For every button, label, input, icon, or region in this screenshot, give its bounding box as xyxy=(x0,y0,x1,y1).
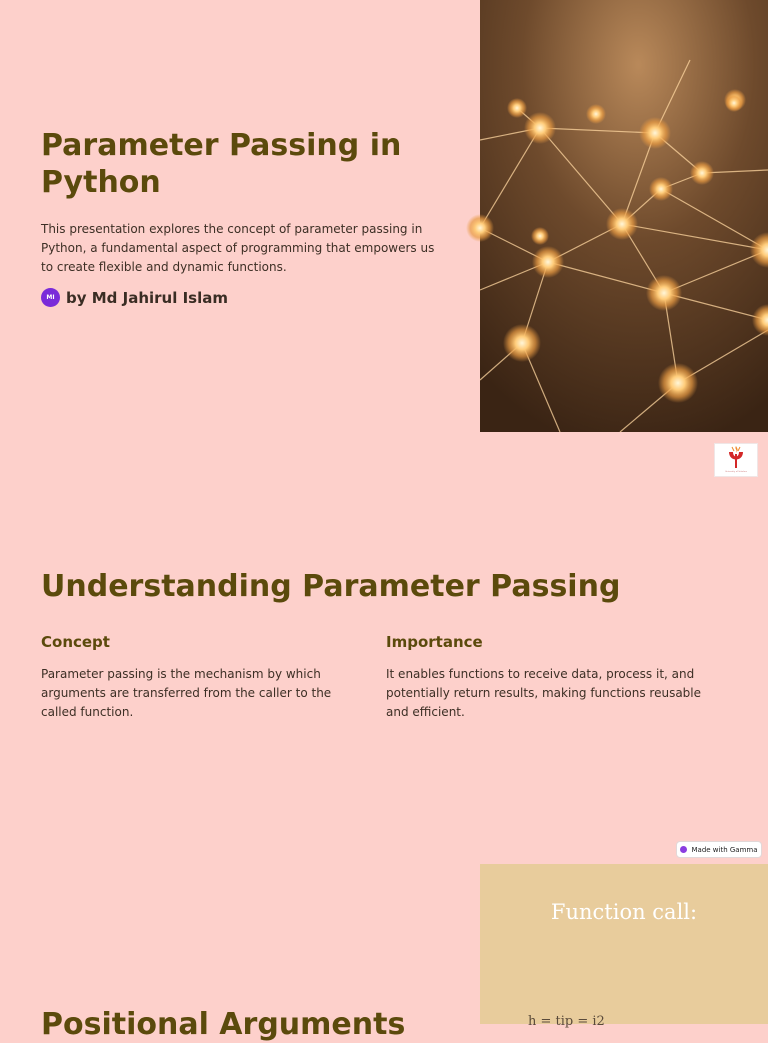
avatar: MI xyxy=(41,288,60,307)
concept-text: Parameter passing is the mechanism by which arguments are transferred from the caller to the called function. xyxy=(41,667,332,719)
code-line: h = tip = i2 xyxy=(528,1014,605,1029)
gamma-logo-icon xyxy=(680,846,687,853)
title-slide xyxy=(0,0,768,432)
concept-column xyxy=(41,632,341,722)
intro-description: This presentation explores the concept of parameter passing in Python, a fundamental aspect of programming that empowers us to create flexible and dynamic functions. xyxy=(41,222,435,274)
importance-heading: Importance xyxy=(386,633,483,651)
positional-arguments-slide xyxy=(0,864,768,1042)
page-title: Parameter Passing in Python xyxy=(41,128,402,200)
concept-heading: Concept xyxy=(41,633,110,651)
importance-text: It enables functions to receive data, process it, and potentially return results, making functions reusable and efficient. xyxy=(386,667,702,719)
importance-column xyxy=(386,632,706,722)
code-image xyxy=(480,864,768,1029)
section-title: Positional Arguments xyxy=(41,1007,406,1042)
author-byline xyxy=(41,288,228,307)
network-hero-image xyxy=(480,0,768,432)
code-heading: Function call: xyxy=(550,900,698,924)
author-name: by Md Jahirul Islam xyxy=(66,288,228,307)
badge-label: Made with Gamma xyxy=(691,845,758,854)
section-title: Understanding Parameter Passing xyxy=(41,569,621,604)
understanding-slide xyxy=(0,432,768,864)
made-with-gamma-badge[interactable] xyxy=(676,841,762,858)
logo-caption: University of Scholars xyxy=(725,471,747,473)
